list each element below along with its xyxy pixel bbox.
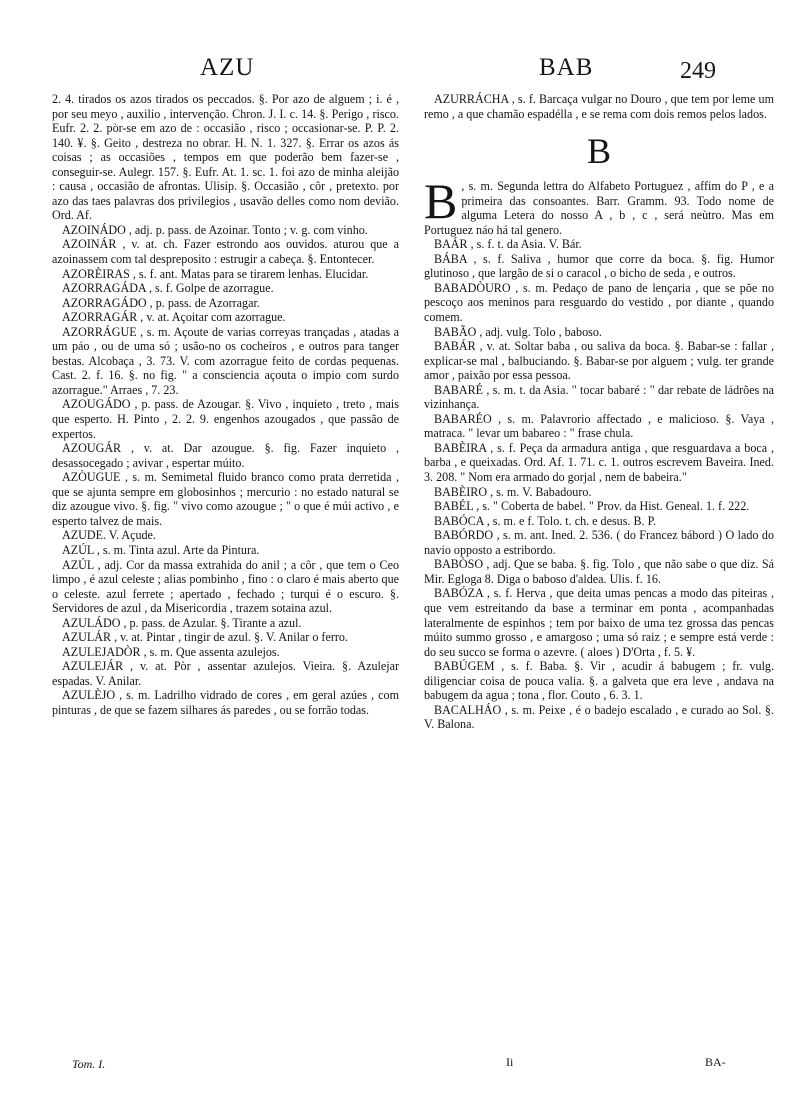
- dictionary-entry: AZORRAGÁR , v. at. Açoitar com azorrague.: [62, 310, 286, 325]
- dictionary-entry: AZULÁDO , p. pass. de Azular. §. Tirante a azul.: [62, 615, 302, 630]
- dictionary-entry: AZULEJÁR , v. at. Pòr , assentar azulejos. Vieira. §. Azulejar espadas. V. Anilar.: [52, 659, 399, 688]
- right-column: [424, 92, 774, 732]
- dictionary-entry: AZURRÁCHA , s. f. Barcaça vulgar no Douro , que tem por leme um remo , a que chamão espadélla , e se rema com dois remos pelos lados.: [424, 92, 774, 121]
- dictionary-entry: BABÉL , s. " Coberta de babel. " Prov. da Hist. Geneal. 1. f. 222.: [434, 499, 750, 514]
- dictionary-entry: BABÓRDO , s. m. ant. Ined. 2. 536. ( do Francez bábord ) O lado do navio opposto a estribordo.: [424, 528, 774, 557]
- dictionary-entry: AZÒUGUE , s. m. Semimetal fluido branco como prata derretida , que se ajunta sempre em globosinhos ; mercurio : no estado natural se diz azougue vivo. §. fig. " vivo como azougue ; " o que é múi activo , e esperto talvez de mais.: [52, 470, 399, 528]
- dropcap: B: [424, 173, 458, 230]
- running-head-left: AZU: [200, 54, 255, 81]
- dictionary-entry: BABÓZA , s. f. Herva , que deita umas pencas a modo das piteiras , que vem estreitando da base a terminar em ponta , acompanhadas lateralmente de espinhos ; tem por baixo de uma tez grossa das pencas múito summo grosso , e amargoso ; uma só raiz ; e sempre está verde : do seu succo se forma o azevre. ( aloes ) D'Orta , f. 5. ¥.: [424, 586, 774, 659]
- dictionary-entry: BABADÒURO , s. m. Pedaço de pano de lençaria , que se põe no pescoço aos meninos para resguardo do vestido , por diante , quando comem.: [424, 280, 774, 325]
- dictionary-entry: BÁBA , s. f. Saliva , humor que corre da boca. §. fig. Humor glutinoso , que largão de si o caracol , o bicho de seda , e outros.: [424, 251, 774, 281]
- footer-signature: Ii: [506, 1055, 514, 1069]
- dictionary-entry: BABARÉO , s. m. Palavrorio affectado , e malicioso. §. Vaya , matraca. " levar um babareo : " frase chula.: [424, 411, 774, 441]
- dictionary-entry: AZORRAGÁDA , s. f. Golpe de azorrague.: [62, 281, 274, 296]
- dictionary-entry: 2. 4. tirados os azos tirados os peccados. §. Por azo de alguem ; i. é , por seu meyo , auxilio , intervenção. Chron. J. I. c. 14. §. Perigo , risco. Eufr. 2. 2. pòr-se em azo de : occasião , risco ; occasionar-se. P. P. 2. 140. ¥. §. Geito , destreza no obrar. H. N. 1. 327. §. Errar os azos ás coisas ; as occasiões , tempos em que poderão bem fazer-se , conseguir-se. Aulegr. 157. §. Eufr. At. 1. sc. 1. foi azo de minha aleijão : causa , occasião de afrontas. Ulisip. §. Occasião , côr , pretexto. por azo das taes palavras dos privilegios , usavão delles como nom devião. Ord. Af.: [52, 92, 399, 223]
- dictionary-entry: BABÈIRA , s. f. Peça da armadura antiga , que resguardava a boca , barba , e queixadas. Ord. Af. 1. 71. c. 1. outros escrevem Baveira. Ined. 3. 208. " Nom era armado do gorjal , nem de babeira.": [424, 440, 774, 485]
- right-column-entries: [424, 237, 774, 732]
- dictionary-entry: AZULÈJO , s. m. Ladrilho vidrado de cores , em geral azúes , com pinturas , de que se fazem silhares ás paredes , ou se forrão todas.: [52, 688, 399, 717]
- dictionary-entry: BABÁR , v. at. Soltar baba , ou saliva da boca. §. Babar-se : fallar , explicar-se mal , balbuciando. §. Babar-se por alguem ; vulg. ter grande amor , paixão por essa pessoa.: [424, 339, 774, 383]
- dictionary-entry: BABÓCA , s. m. e f. Tolo. t. ch. e desus. B. P.: [434, 513, 657, 528]
- dictionary-entry: AZORÈIRAS , s. f. ant. Matas para se tirarem lenhas. Elucidar.: [62, 266, 369, 281]
- footer-catchword: BA-: [705, 1055, 726, 1069]
- dictionary-entry: AZÚL , s. m. Tinta azul. Arte da Pintura.: [62, 542, 260, 557]
- dictionary-entry: BABARÉ , s. m. t. da Asia. " tocar babaré : " dar rebate de ládrões na vizinhança.: [424, 382, 774, 412]
- dictionary-entry: AZÚL , adj. Cor da massa extrahida do anil ; a côr , que tem o Ceo limpo , é azul celeste ; alias pombinho , fino : o claro é mais aberto que o celeste. azul ferrete ; apertado , fechado ; turqui é o escuro. §. Servidores de azul , da Misericordia , trazem sotaina azul.: [52, 557, 399, 616]
- dictionary-entry: AZORRÁGUE , s. m. Açoute de varias correyas trançadas , atadas a um páo , ou de uma só ; usão-no os cocheiros , e outros para tanger bestas. Alcobaça , 3. 73. V. com azorrague feito de cordas pequenas. Cast. 2. f. 16. §. no fig. " a consciencia açouta o impio com surdo azorrague." Arraes , 7. 23.: [52, 324, 399, 397]
- footer-volume: Tom. I.: [72, 1057, 106, 1071]
- dictionary-entry: AZORRAGÁDO , p. pass. de Azorragar.: [62, 295, 260, 310]
- page-number: 249: [680, 58, 716, 84]
- dictionary-entry: BABÚGEM , s. f. Baba. §. Vir , acudir á babugem ; fr. vulg. diligenciar coisa de pouca valia. §. a galveta que era leve , andava na babugem da agua ; tona , flor. Couto , 6. 3. 1.: [424, 659, 774, 703]
- letter-b-entry: [424, 173, 774, 237]
- right-column-top-entries: [424, 92, 774, 121]
- dictionary-entry: BACALHÁO , s. m. Peixe , é o badejo escalado , e curado ao Sol. §. V. Balona.: [424, 702, 774, 732]
- letter-b-definition: , s. m. Segunda lettra do Alfabeto Portuguez , affim do P , e a primeira das consoantes. Barr. Gramm. 93. Todo nome de alguma Letera do nosso A , b , c , será neùtro. Mas em Portuguez náo há tal genero.: [424, 179, 774, 237]
- dictionary-entry: AZOINÁDO , adj. p. pass. de Azoinar. Tonto ; v. g. com vinho.: [62, 222, 368, 237]
- dictionary-entry: BABÒSO , adj. Que se baba. §. fig. Tolo , que não sabe o que diz. Sá Mir. Egloga 8. Diga o baboso d'aldea. Ulis. f. 16.: [424, 557, 774, 586]
- dictionary-entry: AZULÁR , v. at. Pintar , tingir de azul. §. V. Anilar o ferro.: [62, 630, 348, 645]
- dictionary-entry: BABÃO , adj. vulg. Tolo , baboso.: [434, 324, 602, 339]
- dictionary-entry: AZUDE. V. Açude.: [62, 528, 156, 543]
- dictionary-entry: AZOINÁR , v. at. ch. Fazer estrondo aos ouvidos. aturou que a azoinassem com tal despreposito : estrugir a cabeça. §. Entontecer.: [52, 237, 399, 267]
- running-head-right: BAB: [539, 54, 594, 81]
- dictionary-entry: AZOUGÁR , v. at. Dar azougue. §. fig. Fazer inquieto , desassocegado ; avivar , espertar múito.: [52, 441, 399, 470]
- section-letter-heading: B: [586, 131, 611, 172]
- dictionary-entry: AZULEJADÒR , s. m. Que assenta azulejos.: [62, 644, 280, 659]
- dictionary-entry: BABÈIRO , s. m. V. Babadouro.: [434, 484, 592, 499]
- dictionary-entry: AZOUGÁDO , p. pass. de Azougar. §. Vivo , inquieto , treto , mais que esperto. H. Pinto , 2. 2. 9. engenhos azougados , que passão de expertos.: [52, 397, 399, 441]
- dictionary-entry: BAÁR , s. f. t. da Asia. V. Bár.: [434, 237, 582, 252]
- left-column: [52, 92, 399, 718]
